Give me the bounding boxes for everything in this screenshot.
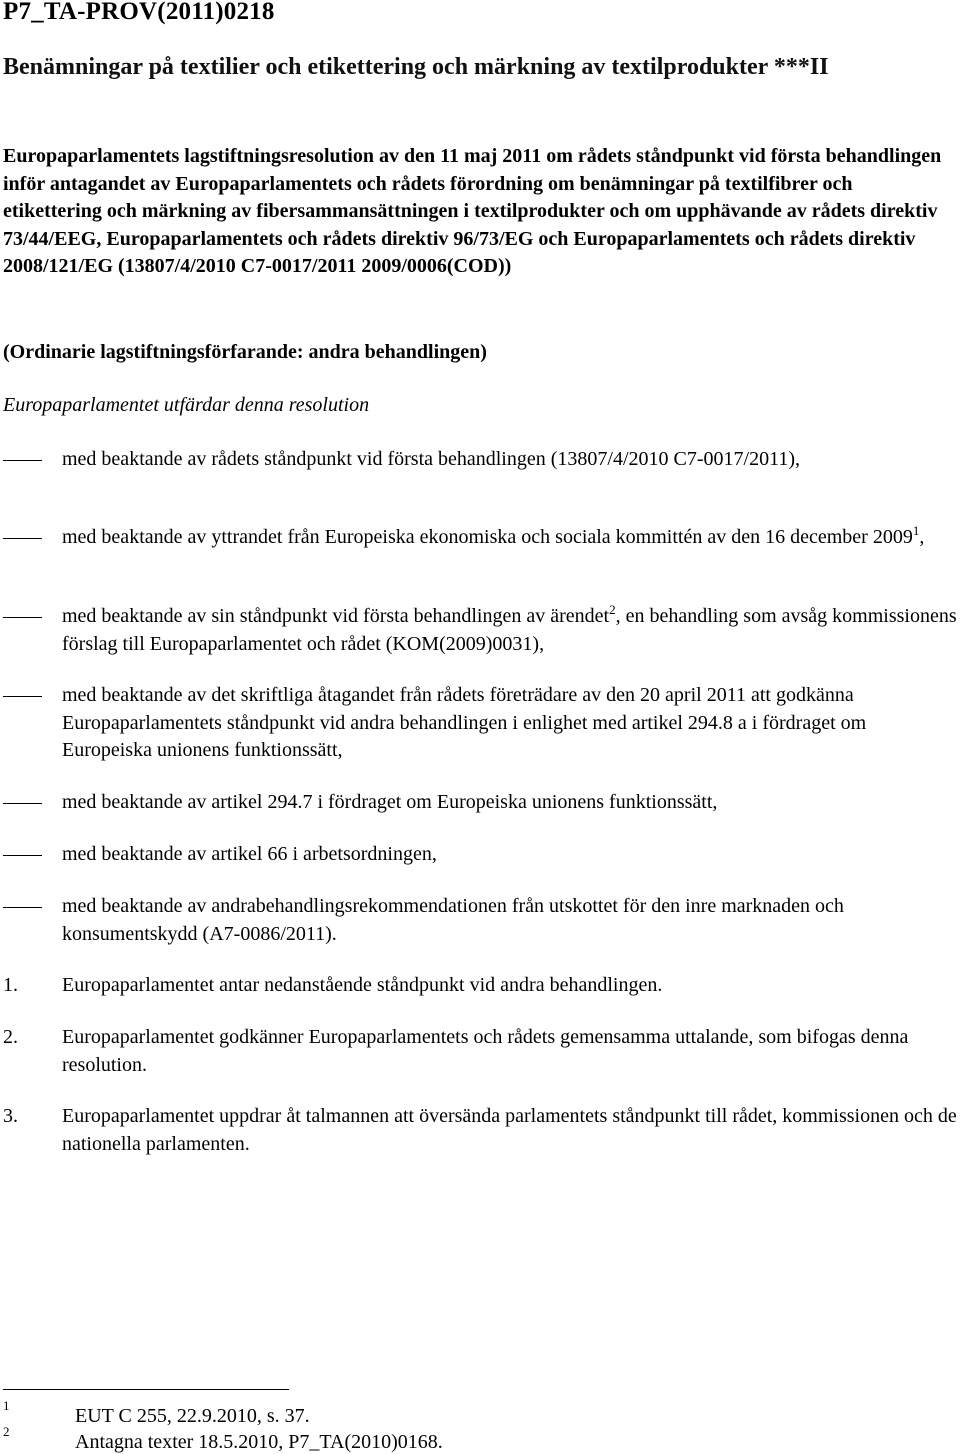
- dash-bullet: [3, 855, 42, 856]
- dash-bullet: [3, 696, 42, 697]
- document-id: P7_TA-PROV(2011)0218: [3, 0, 275, 25]
- dash-bullet: [3, 538, 42, 539]
- citation-text: med beaktande av artikel 66 i arbetsordningen,: [62, 843, 437, 865]
- dash-bullet: [3, 907, 42, 908]
- point-text: Europaparlamentet antar nedanstående ståndpunkt vid andra behandlingen.: [62, 974, 663, 996]
- citation-item: [3, 446, 960, 474]
- procedure-label: (Ordinarie lagstiftningsförfarande: andra behandlingen): [3, 341, 487, 363]
- point-number: 3.: [3, 1105, 18, 1127]
- footnote-separator: [3, 1389, 289, 1390]
- numbered-point: [3, 1024, 960, 1079]
- citation-text: med beaktande av artikel 294.7 i fördraget om Europeiska unionens funktionssätt,: [62, 791, 718, 813]
- citation-text: med beaktande av sin ståndpunkt vid första behandlingen av ärendet$^2$, en behandling som avsåg kommissionens förslag till Europaparlamentet och rådet (KOM(2009)0031),: [62, 602, 957, 655]
- numbered-point: [3, 1103, 960, 1158]
- citation-item: [3, 893, 960, 948]
- footnote-number: 2: [3, 1424, 10, 1439]
- dash-bullet: [3, 803, 42, 804]
- dash-bullet: [3, 617, 42, 618]
- document-title: Benämningar på textilier och etikettering och märkning av textilprodukter ***II: [3, 54, 829, 80]
- citation-item: [3, 841, 960, 869]
- citation-item: [3, 603, 960, 658]
- footnote-text: EUT C 255, 22.9.2010, s. 37.: [75, 1405, 310, 1427]
- point-number: 2.: [3, 1026, 18, 1048]
- footnote-number: 1: [3, 1398, 10, 1413]
- citation-text: med beaktande av rådets ståndpunkt vid första behandlingen (13807/4/2010 C7-0017/2011),: [62, 448, 800, 470]
- point-text: Europaparlamentet uppdrar åt talmannen att översända parlamentets ståndpunkt till rådet, kommissionen och de nationella parlamenten.: [62, 1105, 957, 1155]
- footnote-ref[interactable]: 1: [912, 523, 920, 538]
- citation-text: med beaktande av det skriftliga åtagandet från rådets företrädare av den 20 april 2011 att godkänna Europaparlamentets ståndpunkt vid andra behandlingen i enlighet med artikel 294.8 a i fördraget om Europeiska unionens funktionssätt,: [62, 684, 867, 761]
- citation-item: [3, 682, 960, 765]
- citation-item: [3, 524, 960, 552]
- point-number: 1.: [3, 974, 18, 996]
- resolution-intro: Europaparlamentet utfärdar denna resolution: [3, 394, 370, 416]
- citation-text: med beaktande av yttrandet från Europeiska ekonomiska och sociala kommittén av den 16 december 2009$^1$,: [62, 523, 925, 548]
- point-text: Europaparlamentet godkänner Europaparlamentets och rådets gemensamma uttalande, som bifogas denna resolution.: [62, 1026, 909, 1076]
- citation-text: med beaktande av andrabehandlingsrekommendationen från utskottet för den inre marknaden och konsumentskydd (A7-0086/2011).: [62, 895, 844, 945]
- citation-item: [3, 789, 960, 817]
- numbered-point: [3, 972, 960, 1000]
- footnote-ref[interactable]: 2: [609, 602, 616, 617]
- resolution-heading: Europaparlamentets lagstiftningsresolution av den 11 maj 2011 om rådets ståndpunkt vid första behandlingen inför antagandet av Europaparlamentets och rådets förordning om benämningar på textilfibrer och etikettering och märkning av fibersammansättningen i textilprodukter och om upphävande av rådets direktiv 73/44/EEG, Europaparlamentets och rådets direktiv 96/73/EG och Europaparlamentets och rådets direktiv 2008/121/EG (13807/4/2010 C7-0017/2011 2009/0006(COD)): [3, 145, 942, 277]
- dash-bullet: [3, 460, 42, 461]
- footnote-text: Antagna texter 18.5.2010, P7_TA(2010)0168.: [75, 1431, 443, 1453]
